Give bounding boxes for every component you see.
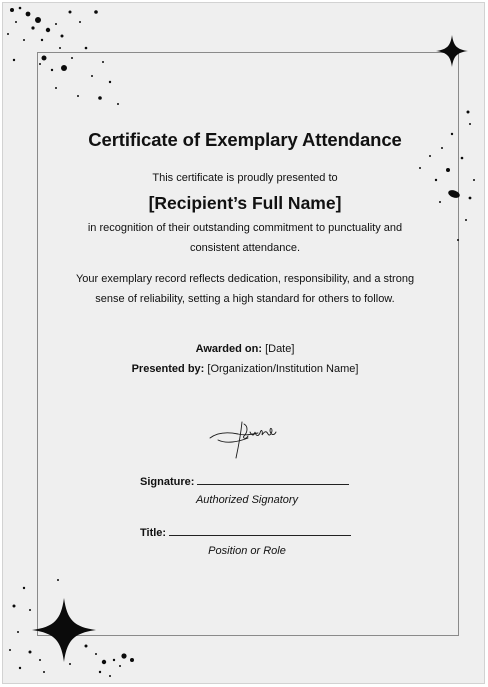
- title-line[interactable]: [169, 525, 351, 536]
- signature-line[interactable]: [197, 474, 349, 485]
- body-text: Your exemplary record reflects dedication, responsibility, and a strong sense of reliability, setting a high standard for others to follow.: [75, 273, 415, 305]
- four-point-star-icon: [436, 35, 468, 67]
- presentation-intro: This certificate is proudly presented to: [152, 172, 338, 184]
- title-row: [140, 525, 351, 539]
- signature-caption: Authorized Signatory: [195, 494, 299, 506]
- presented-label: Presented by:: [131, 363, 205, 375]
- recipient-name: [Recipient’s Full Name]: [148, 193, 342, 213]
- handwritten-signature: [208, 418, 284, 462]
- recognition-text: in recognition of their outstanding commitment to punctuality and consistent attendance.: [87, 222, 403, 254]
- awarded-label: Awarded on:: [195, 343, 262, 355]
- signature-label: Signature:: [140, 476, 195, 488]
- title-caption: Position or Role: [208, 545, 286, 557]
- awarded-line: [34, 343, 456, 355]
- title-label: Title:: [140, 527, 167, 539]
- certificate-title: Certificate of Exemplary Attendance: [88, 129, 402, 150]
- four-point-star-icon: [32, 598, 96, 662]
- awarded-value: [Date]: [265, 343, 295, 355]
- presented-value: [Organization/Institution Name]: [207, 363, 359, 375]
- signature-row: [140, 474, 349, 488]
- presented-line: [34, 363, 456, 375]
